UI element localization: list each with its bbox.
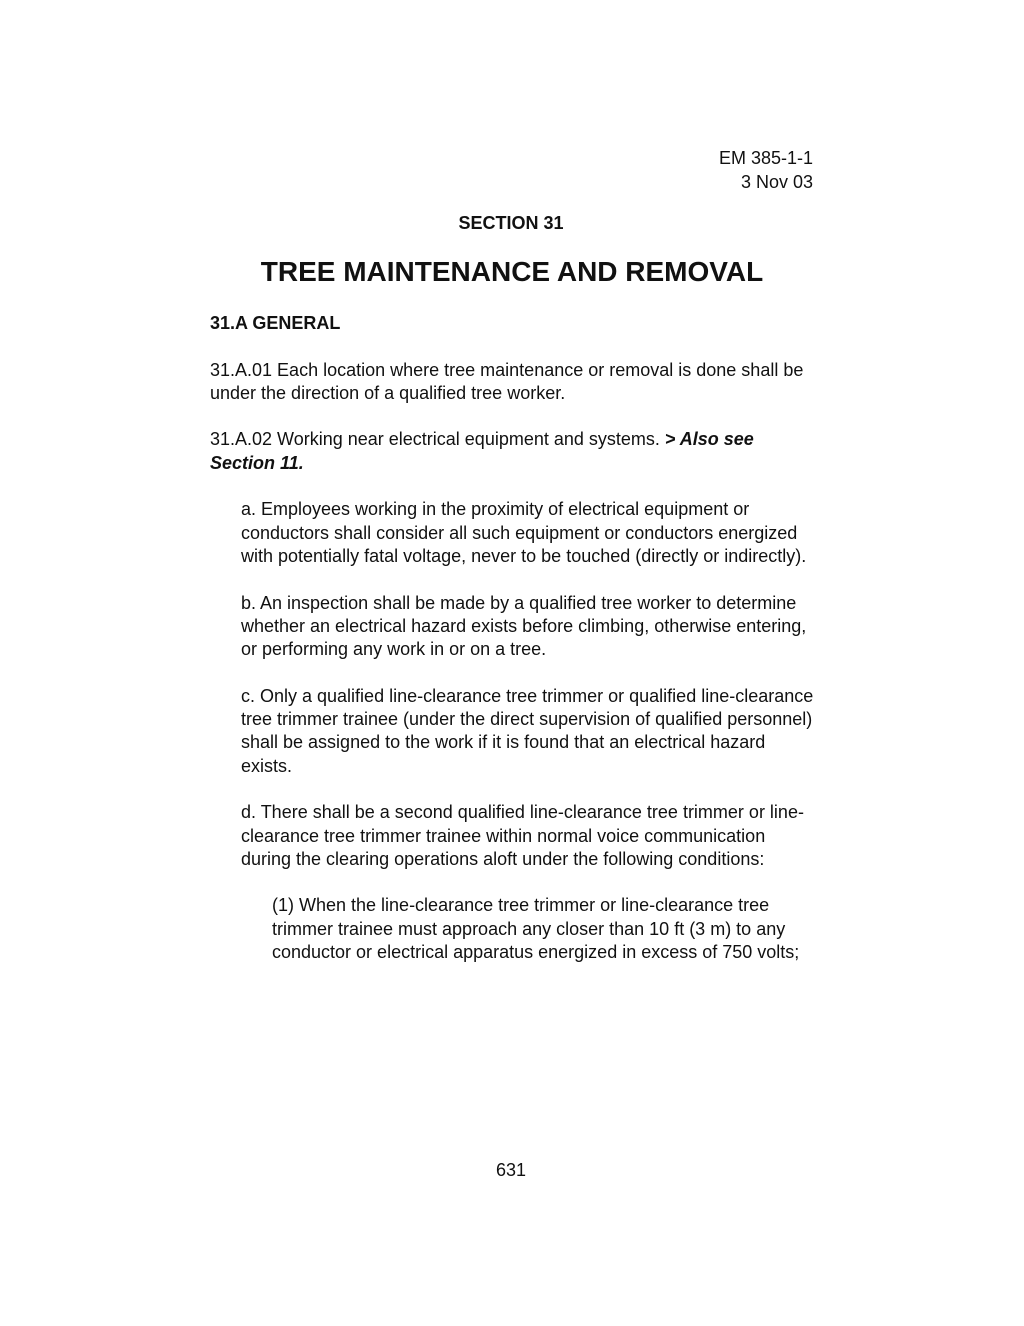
document-id: EM 385-1-1 [718,148,813,168]
subsection-heading: 31.A GENERAL [210,313,341,333]
document-body [210,312,820,988]
list-item-b: b. An inspection shall be made by a qualified tree worker to determine whether an electrical hazard exists before climbing, otherwise entering, or performing any work in or on a tree. [241,592,807,660]
list-item-c: c. Only a qualified line-clearance tree trimmer or qualified line-clearance tree trimmer trainee (under the direct supervision of qualified personnel) shall be assigned to the work if it is found that an electrical hazard exists. [241,685,814,776]
paragraph-31-a-02 [210,428,820,475]
document-header [719,146,813,194]
section-label: SECTION 31 [458,213,564,233]
page-number: 631 [495,1160,527,1180]
page-title: TREE MAINTENANCE AND REMOVAL [260,256,764,287]
document-date: 3 Nov 03 [740,172,813,192]
paragraph-31-a-02-text: 31.A.02 Working near electrical equipment and systems. [210,429,665,450]
list-item-d: d. There shall be a second qualified line-clearance tree trimmer or line-clearance tree trimmer trainee within normal voice communication during the clearing operations aloft under the following conditions: [241,802,804,869]
cross-reference: > Also see Section 11. [210,429,754,473]
list-item-a: a. Employees working in the proximity of electrical equipment or conductors shall consider all such equipment or conductors energized with potentially fatal voltage, never to be touched (directly or indirectly). [241,499,807,566]
list-item-d-1: (1) When the line-clearance tree trimmer or line-clearance tree trimmer trainee must approach any closer than 10 ft (3 m) to any conductor or electrical apparatus energized in excess of 750 volts; [272,895,800,963]
paragraph-31-a-01: 31.A.01 Each location where tree maintenance or removal is done shall be under the direction of a qualified tree worker. [210,359,804,403]
